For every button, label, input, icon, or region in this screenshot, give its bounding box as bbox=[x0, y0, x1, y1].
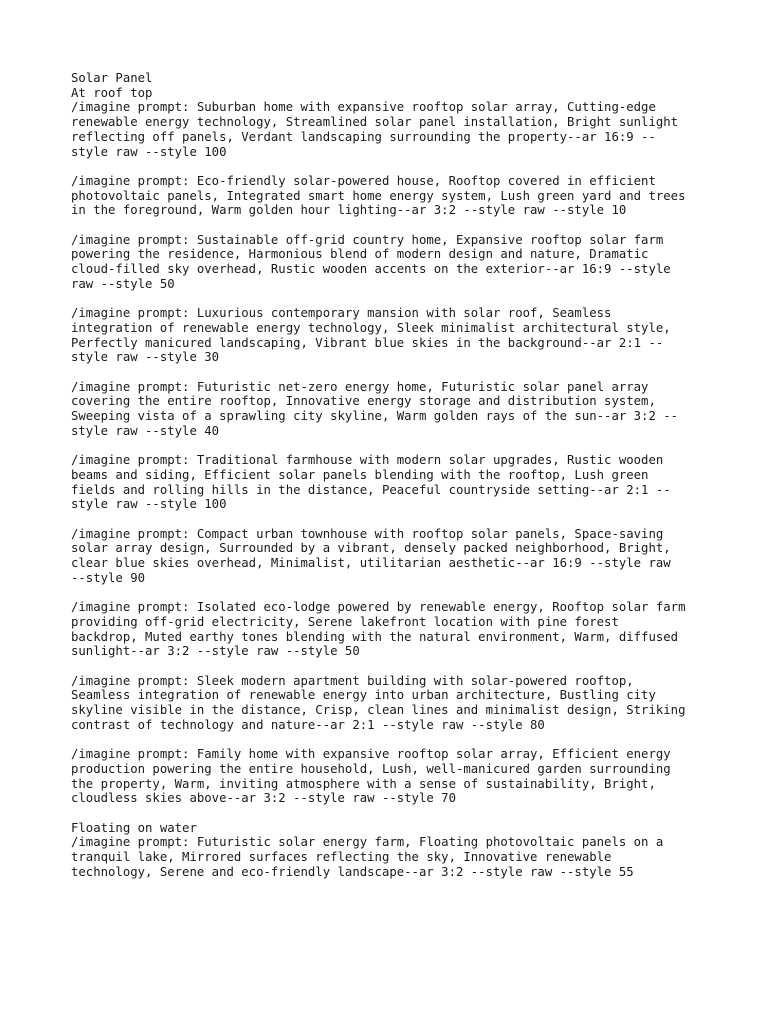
prompt-line: renewable energy technology, Streamlined solar panel installation, Bright sunlight bbox=[71, 115, 679, 130]
prompt-paragraph bbox=[71, 453, 703, 512]
prompt-line: cloud-filled sky overhead, Rustic wooden accents on the exterior--ar 16:9 --style bbox=[71, 262, 671, 277]
prompt-line: Seamless integration of renewable energy into urban architecture, Bustling city bbox=[71, 688, 656, 703]
section-at-roof-top bbox=[71, 86, 703, 806]
prompt-paragraph bbox=[71, 306, 703, 365]
document-page bbox=[71, 71, 703, 894]
prompt-paragraph bbox=[71, 674, 703, 733]
prompt-paragraph bbox=[71, 233, 703, 292]
prompt-line: powering the residence, Harmonious blend of modern design and nature, Dramatic bbox=[71, 247, 649, 262]
section-floating-on-water bbox=[71, 821, 703, 880]
document-title: Solar Panel bbox=[71, 71, 153, 85]
prompt-line: /imagine prompt: Traditional farmhouse with modern solar upgrades, Rustic wooden bbox=[71, 453, 664, 468]
prompt-line: tranquil lake, Mirrored surfaces reflecting the sky, Innovative renewable bbox=[71, 850, 612, 865]
prompt-paragraph bbox=[71, 747, 703, 806]
prompt-line: cloudless skies above--ar 3:2 --style raw --style 70 bbox=[71, 791, 456, 806]
prompt-line: clear blue skies overhead, Minimalist, utilitarian aesthetic--ar 16:9 --style raw bbox=[71, 556, 671, 571]
prompt-line: contrast of technology and nature--ar 2:1 --style raw --style 80 bbox=[71, 717, 545, 732]
prompt-line: /imagine prompt: Eco-friendly solar-powered house, Rooftop covered in efficient bbox=[71, 173, 656, 188]
prompt-paragraph bbox=[71, 174, 703, 218]
section-heading: Floating on water bbox=[71, 820, 197, 835]
prompt-line: production powering the entire household, Lush, well-manicured garden surrounding bbox=[71, 761, 671, 776]
prompt-line: beams and siding, Efficient solar panels blending with the rooftop, Lush green bbox=[71, 467, 649, 482]
prompt-paragraph bbox=[71, 527, 703, 586]
prompt-line: photovoltaic panels, Integrated smart home energy system, Lush green yard and trees bbox=[71, 188, 686, 203]
prompt-line: backdrop, Muted earthy tones blending with the natural environment, Warm, diffused bbox=[71, 629, 679, 644]
prompt-line: /imagine prompt: Luxurious contemporary mansion with solar roof, Seamless bbox=[71, 306, 612, 321]
prompt-paragraph bbox=[71, 600, 703, 659]
prompt-line: skyline visible in the distance, Crisp, clean lines and minimalist design, Striking bbox=[71, 703, 686, 718]
prompt-paragraph bbox=[71, 380, 703, 439]
prompt-paragraph bbox=[71, 100, 703, 159]
prompt-line: --style 90 bbox=[71, 570, 146, 585]
prompt-line: Sweeping vista of a sprawling city skyline, Warm golden rays of the sun--ar 3:2 -- bbox=[71, 409, 679, 424]
prompt-line: reflecting off panels, Verdant landscaping surrounding the property--ar 16:9 -- bbox=[71, 129, 656, 144]
prompt-line: style raw --style 100 bbox=[71, 144, 227, 159]
prompt-line: in the foreground, Warm golden hour lighting--ar 3:2 --style raw --style 10 bbox=[71, 203, 627, 218]
prompt-line: /imagine prompt: Sleek modern apartment building with solar-powered rooftop, bbox=[71, 673, 634, 688]
prompt-line: integration of renewable energy technology, Sleek minimalist architectural style, bbox=[71, 320, 671, 335]
prompt-line: /imagine prompt: Family home with expansive rooftop solar array, Efficient energy bbox=[71, 747, 671, 762]
prompt-line: technology, Serene and eco-friendly landscape--ar 3:2 --style raw --style 55 bbox=[71, 864, 634, 879]
prompt-line: the property, Warm, inviting atmosphere with a sense of sustainability, Bright, bbox=[71, 776, 656, 791]
prompt-line: /imagine prompt: Futuristic solar energy farm, Floating photovoltaic panels on a bbox=[71, 835, 664, 850]
section-heading: At roof top bbox=[71, 85, 153, 100]
prompt-line: style raw --style 40 bbox=[71, 423, 220, 438]
prompt-line: style raw --style 100 bbox=[71, 497, 227, 512]
prompt-paragraph bbox=[71, 835, 703, 879]
prompt-line: /imagine prompt: Futuristic net-zero energy home, Futuristic solar panel array bbox=[71, 379, 649, 394]
prompt-line: providing off-grid electricity, Serene lakefront location with pine forest bbox=[71, 614, 619, 629]
prompt-line: /imagine prompt: Suburban home with expansive rooftop solar array, Cutting-edge bbox=[71, 100, 656, 115]
prompt-line: raw --style 50 bbox=[71, 276, 175, 291]
prompt-line: /imagine prompt: Sustainable off-grid country home, Expansive rooftop solar farm bbox=[71, 232, 664, 247]
prompt-line: style raw --style 30 bbox=[71, 350, 220, 365]
prompt-line: Perfectly manicured landscaping, Vibrant blue skies in the background--ar 2:1 -- bbox=[71, 335, 664, 350]
prompt-line: sunlight--ar 3:2 --style raw --style 50 bbox=[71, 644, 360, 659]
prompt-line: /imagine prompt: Compact urban townhouse with rooftop solar panels, Space-saving bbox=[71, 526, 664, 541]
prompt-line: solar array design, Surrounded by a vibrant, densely packed neighborhood, Bright, bbox=[71, 541, 671, 556]
prompt-line: /imagine prompt: Isolated eco-lodge powered by renewable energy, Rooftop solar farm bbox=[71, 600, 686, 615]
prompt-line: fields and rolling hills in the distance, Peaceful countryside setting--ar 2:1 -- bbox=[71, 482, 671, 497]
prompt-line: covering the entire rooftop, Innovative energy storage and distribution system, bbox=[71, 394, 656, 409]
